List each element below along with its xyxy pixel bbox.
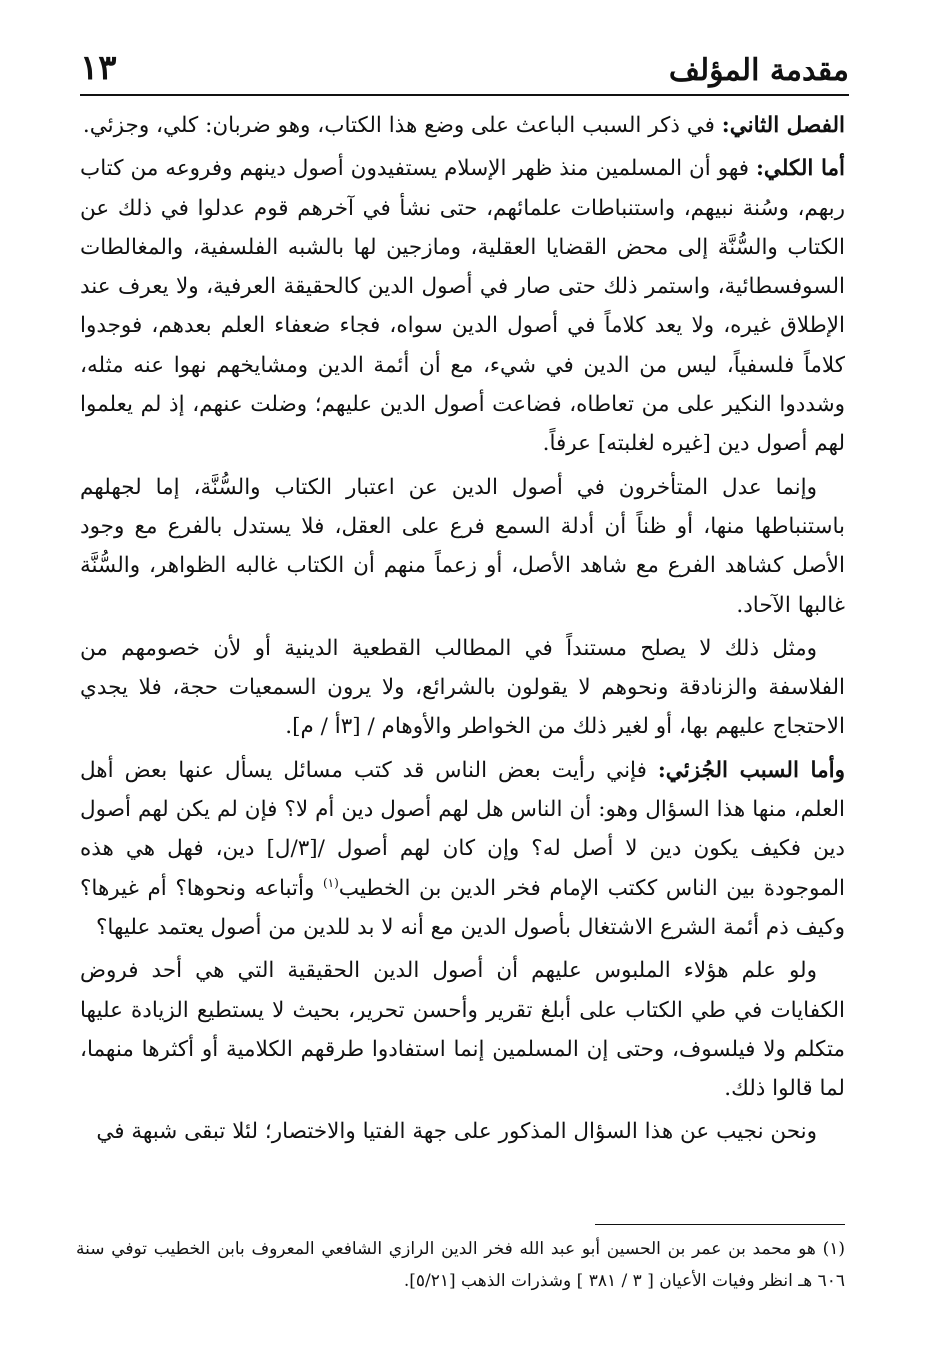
footnote-divider bbox=[595, 1224, 845, 1225]
paragraph-chapter-two bbox=[80, 106, 845, 145]
paragraph-lead: وأما السبب الجُزئي: bbox=[657, 757, 845, 783]
main-text bbox=[80, 106, 845, 1156]
running-header bbox=[80, 36, 849, 88]
paragraph-true-principles bbox=[80, 951, 845, 1108]
paragraph-lead: أما الكلي: bbox=[755, 156, 845, 182]
paragraph-answer-intro bbox=[80, 1112, 845, 1151]
paragraph-text: وأتباعه ونحوها؟ أم غيرها؟ وكيف ذم أئمة الشرع الاشتغال بأصول الدين مع أنه لا بد للدين من أصول يعتمد عليها؟ bbox=[80, 875, 845, 940]
paragraph-general-cause bbox=[80, 149, 845, 463]
paragraph-specific-cause bbox=[80, 751, 845, 947]
header-divider bbox=[80, 94, 849, 96]
paragraph-text: فهو أن المسلمين منذ ظهر الإسلام يستفيدون أصول دينهم وفروعه من كتاب ربهم، وسُنة نبيهم، واستنباطات علمائهم، حتى نشأ في آخرهم قوم عدلوا في ذلك عن الكتاب والسُّنَّة إلى محض القضايا العقلية، ومازجين لها بالشبه الفلسفية، والمغالطات السوفسطائية، واستمر ذلك حتى صار في أصول الدين كالحقيقة العرفية، ولا يعرف عند الإطلاق غيره، ولا يعد كلاماً في أصول الدين سواه، فجاء ضعفاء العلم بعدهم، فوجدوا كلاماً فلسفياً، ليس من الدين في شيء، مع أن أئمة الدين ومشايخهم نهوا عنه مثله، وشددوا النكير على من تعاطاه، فضاعت أصول الدين عليهم؛ وضلت عنهم، إذ لم يعلموا لهم أصول دين [غيره لغلبته] عرفاً. bbox=[80, 156, 845, 457]
paragraph-text: ولو علم هؤلاء الملبوس عليهم أن أصول الدين الحقيقية التي هي أحد فروض الكفايات في طي الكتاب على أبلغ تقرير وأحسن تحرير، بحيث لا يستطيع الزيادة عليها متكلم ولا فيلسوف، وحتى إن المسلمين إنما استفادوا طرقهم الكلامية أو أكثرها منهما، لما قالوا ذلك. bbox=[80, 958, 845, 1102]
paragraph-lead: الفصل الثاني: bbox=[721, 113, 845, 138]
footnote-reference[interactable]: (١) bbox=[322, 875, 339, 890]
page-number: ١٣ bbox=[80, 48, 117, 88]
paragraph-text: ومثل ذلك لا يصلح مستنداً في المطالب القطعية الدينية أو لأن خصومهم من الفلاسفة والزنادقة ونحوهم لا يقولون بالشرائع، ولا يرون السمعيات حجة، فلا يجدي الاحتجاج عليهم بها، أو لغير ذلك من الخواطر والأوهام / [٣أ / م]. bbox=[80, 635, 845, 740]
paragraph-text: في ذكر السبب الباعث على وضع هذا الكتاب، وهو ضربان: كلي، وجزئي. bbox=[82, 113, 722, 138]
paragraph-text: فإني رأيت بعض الناس قد كتب مسائل يسأل عنها بعض أهل العلم، منها هذا السؤال وهو: أن الناس هل لهم أصول دين أم لا؟ فإن لم يكن لهم أصول دين فكيف يكون دين لا أصل له؟ وإن كان لهم أصول /[٣/ل] دين، فهل هي هذه الموجودة بين الناس ككتب الإمام فخر الدين بن الخطيب bbox=[80, 757, 846, 901]
paragraph-text: ونحن نجيب عن هذا السؤال المذكور على جهة الفتيا والاختصار؛ لئلا تبقى شبهة في bbox=[96, 1119, 817, 1145]
paragraph-text: وإنما عدل المتأخرون في أصول الدين عن اعتبار الكتاب والسُّنَّة، إما لجهلهم باستنباطها منها، أو ظناً أن أدلة السمع فرع على العقل، فلا يستدل بالفرع مع وجود الأصل كشاهد الفرع مع شاهد الأصل، أو زعماً منهم أن الكتاب غالبه الظواهر، والسُّنَّة غالبها الآحاد. bbox=[80, 474, 845, 618]
footnote: (١) هو محمد بن عمر بن الحسين أبو عبد الله فخر الدين الرازي الشافعي المعروف بابن الخطيب توفي سنة ٦٠٦ هـ انظر وفيات الأعيان [ ٣ / ٣٨١ ] وشذرات الذهب [٥/٢١]. bbox=[76, 1239, 845, 1291]
paragraph-opponents bbox=[80, 629, 845, 747]
paragraph-later-scholars bbox=[80, 468, 845, 625]
running-title: مقدمة المؤلف bbox=[668, 53, 849, 88]
